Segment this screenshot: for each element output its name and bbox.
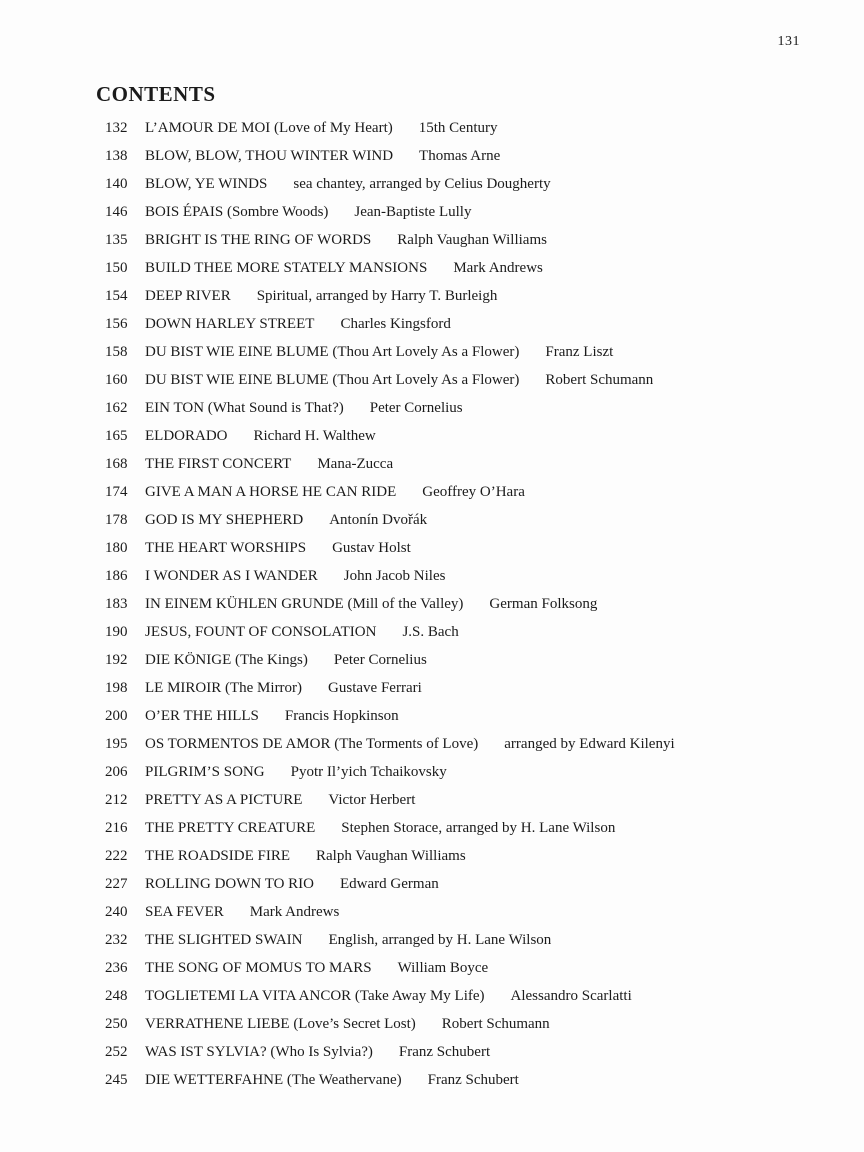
toc-entry-title: EIN TON (What Sound is That?) — [145, 400, 344, 416]
toc-entry-composer: Peter Cornelius — [333, 652, 427, 668]
toc-entry-title: GOD IS MY SHEPHERD — [145, 512, 304, 528]
toc-entry-title: WAS IST SYLVIA? (Who Is Sylvia?) — [145, 1044, 373, 1060]
toc-entry-page: 198 — [105, 680, 128, 696]
toc-entry-page: 200 — [105, 708, 128, 724]
toc-entry-page: 150 — [105, 260, 128, 276]
toc-entry-title: ROLLING DOWN TO RIO — [145, 876, 315, 892]
toc-row — [105, 198, 834, 226]
toc-entry-page: 248 — [105, 988, 128, 1004]
toc-row — [105, 282, 834, 310]
toc-entry-title: THE FIRST CONCERT — [145, 456, 292, 472]
toc-entry-title: BRIGHT IS THE RING OF WORDS — [145, 232, 372, 248]
toc-entry-page: 158 — [105, 344, 128, 360]
toc-row — [105, 1010, 834, 1038]
toc-row — [105, 618, 834, 646]
toc-entry-title: PILGRIM’S SONG — [145, 764, 265, 780]
toc-entry-page: 160 — [105, 372, 128, 388]
toc-row — [105, 954, 834, 982]
toc-row — [105, 394, 834, 422]
toc-entry-page: 195 — [105, 736, 128, 752]
toc-entry-title: DIE WETTERFAHNE (The Weathervane) — [145, 1072, 402, 1088]
toc-entry-title: DU BIST WIE EINE BLUME (Thou Art Lovely As a Flower) — [145, 344, 520, 360]
toc-entry-page: 178 — [105, 512, 128, 528]
toc-entry-page: 183 — [105, 596, 128, 612]
toc-entry-title: JESUS, FOUNT OF CONSOLATION — [145, 624, 377, 640]
toc-row — [105, 730, 834, 758]
toc-row — [105, 254, 834, 282]
toc-row — [105, 534, 834, 562]
toc-row — [105, 1038, 834, 1066]
toc-entry-page: 190 — [105, 624, 128, 640]
toc-entry-page: 252 — [105, 1044, 128, 1060]
toc-entry-composer: German Folksong — [489, 596, 598, 612]
toc-entry-title: O’ER THE HILLS — [145, 708, 259, 724]
toc-entry-page: 162 — [105, 400, 128, 416]
toc-entry-page: 146 — [105, 204, 128, 220]
toc-entry-composer: Robert Schumann — [441, 1016, 550, 1032]
toc-entry-page: 140 — [105, 176, 128, 192]
toc-entry-title: PRETTY AS A PICTURE — [145, 792, 303, 808]
toc-entry-page: 135 — [105, 232, 128, 248]
toc-entry-page: 180 — [105, 540, 128, 556]
toc-entry-composer: arranged by Edward Kilenyi — [504, 736, 675, 752]
toc-row — [105, 142, 834, 170]
toc-entry-title: L’AMOUR DE MOI (Love of My Heart) — [145, 120, 393, 136]
toc-row — [105, 366, 834, 394]
toc-row — [105, 506, 834, 534]
toc-entry-title: BLOW, YE WINDS — [145, 176, 268, 192]
toc-row — [105, 1066, 834, 1094]
toc-entry-composer: Victor Herbert — [328, 792, 416, 808]
toc-entry-title: SEA FEVER — [145, 904, 224, 920]
toc-entry-page: 232 — [105, 932, 128, 948]
toc-entry-page: 165 — [105, 428, 128, 444]
toc-entry-page: 132 — [105, 120, 128, 136]
toc-entry-composer: Robert Schumann — [545, 372, 654, 388]
toc-row — [105, 674, 834, 702]
toc-entry-title: GIVE A MAN A HORSE HE CAN RIDE — [145, 484, 397, 500]
toc-entry-title: DU BIST WIE EINE BLUME (Thou Art Lovely As a Flower) — [145, 372, 520, 388]
contents-heading: CONTENTS — [96, 82, 216, 106]
toc-entry-page: 154 — [105, 288, 128, 304]
toc-entry-composer: J.S. Bach — [402, 624, 459, 640]
toc-row — [105, 646, 834, 674]
toc-entry-title: IN EINEM KÜHLEN GRUNDE (Mill of the Valley) — [145, 596, 464, 612]
toc-entry-title: I WONDER AS I WANDER — [145, 568, 318, 584]
toc-row — [105, 786, 834, 814]
toc-entry-composer: Ralph Vaughan Williams — [397, 232, 547, 248]
toc-entry-composer: Spiritual, arranged by Harry T. Burleigh — [256, 288, 498, 304]
toc-entry-page: 138 — [105, 148, 128, 164]
toc-entry-composer: Franz Schubert — [427, 1072, 519, 1088]
toc-entry-page: 236 — [105, 960, 128, 976]
toc-row — [105, 562, 834, 590]
toc-row — [105, 758, 834, 786]
toc-entry-composer: Edward German — [340, 876, 439, 892]
toc-entry-page: 222 — [105, 848, 128, 864]
toc-entry-composer: Mana-Zucca — [317, 456, 394, 472]
toc-entry-composer: Richard H. Walthew — [253, 428, 376, 444]
page-folio: 131 — [777, 34, 800, 49]
toc-entry-composer: Mark Andrews — [453, 260, 543, 276]
toc-list — [105, 114, 834, 1094]
toc-entry-page: 216 — [105, 820, 128, 836]
toc-entry-composer: Ralph Vaughan Williams — [316, 848, 466, 864]
toc-entry-title: VERRATHENE LIEBE (Love’s Secret Lost) — [145, 1016, 416, 1032]
toc-entry-title: THE SONG OF MOMUS TO MARS — [145, 960, 372, 976]
toc-entry-title: TOGLIETEMI LA VITA ANCOR (Take Away My Life) — [145, 988, 485, 1004]
toc-entry-title: THE PRETTY CREATURE — [145, 820, 316, 836]
toc-entry-composer: Francis Hopkinson — [284, 708, 399, 724]
toc-row — [105, 814, 834, 842]
toc-row — [105, 338, 834, 366]
toc-entry-page: 174 — [105, 484, 128, 500]
toc-entry-composer: Jean-Baptiste Lully — [354, 204, 472, 220]
toc-entry-page: 186 — [105, 568, 128, 584]
toc-entry-page: 192 — [105, 652, 128, 668]
toc-entry-composer: 15th Century — [418, 120, 498, 136]
toc-entry-title: BLOW, BLOW, THOU WINTER WIND — [145, 148, 394, 164]
toc-entry-composer: Gustave Ferrari — [328, 680, 422, 696]
toc-row — [105, 898, 834, 926]
toc-entry-title: OS TORMENTOS DE AMOR (The Torments of Love) — [145, 736, 479, 752]
toc-entry-composer: William Boyce — [397, 960, 489, 976]
toc-entry-composer: Antonín Dvořák — [329, 512, 428, 528]
toc-entry-composer: Thomas Arne — [419, 148, 501, 164]
toc-entry-composer: Pyotr Il’yich Tchaikovsky — [290, 764, 447, 780]
toc-entry-title: THE ROADSIDE FIRE — [145, 848, 290, 864]
toc-entry-title: DOWN HARLEY STREET — [145, 316, 315, 332]
toc-entry-title: ELDORADO — [145, 428, 228, 444]
toc-entry-page: 168 — [105, 456, 128, 472]
toc-row — [105, 982, 834, 1010]
toc-entry-page: 212 — [105, 792, 128, 808]
toc-entry-page: 240 — [105, 904, 128, 920]
toc-row — [105, 114, 834, 142]
toc-entry-composer: Franz Liszt — [545, 344, 614, 360]
toc-row — [105, 926, 834, 954]
toc-entry-composer: English, arranged by H. Lane Wilson — [328, 932, 552, 948]
toc-entry-title: BUILD THEE MORE STATELY MANSIONS — [145, 260, 428, 276]
toc-entry-title: THE HEART WORSHIPS — [145, 540, 307, 556]
toc-entry-composer: Geoffrey O’Hara — [422, 484, 525, 500]
toc-entry-composer: Stephen Storace, arranged by H. Lane Wilson — [341, 820, 616, 836]
toc-row — [105, 310, 834, 338]
toc-entry-page: 245 — [105, 1072, 128, 1088]
toc-entry-composer: Franz Schubert — [398, 1044, 491, 1060]
toc-entry-title: LE MIROIR (The Mirror) — [145, 680, 303, 696]
toc-row — [105, 590, 834, 618]
toc-entry-composer: Charles Kingsford — [340, 316, 451, 332]
toc-row — [105, 422, 834, 450]
toc-entry-title: DIE KÖNIGE (The Kings) — [145, 652, 308, 668]
toc-row — [105, 702, 834, 730]
toc-row — [105, 226, 834, 254]
toc-entry-page: 227 — [105, 876, 128, 892]
toc-entry-composer: Alessandro Scarlatti — [510, 988, 632, 1004]
toc-row — [105, 870, 834, 898]
toc-entry-title: THE SLIGHTED SWAIN — [145, 932, 303, 948]
toc-entry-composer: sea chantey, arranged by Celius Dougherty — [293, 176, 551, 192]
toc-row — [105, 450, 834, 478]
toc-entry-title: BOIS ÉPAIS (Sombre Woods) — [145, 204, 329, 220]
toc-entry-title: DEEP RIVER — [145, 288, 231, 304]
toc-entry-page: 156 — [105, 316, 128, 332]
toc-entry-page: 206 — [105, 764, 128, 780]
toc-entry-composer: John Jacob Niles — [343, 568, 446, 584]
toc-entry-composer: Mark Andrews — [249, 904, 340, 920]
toc-row — [105, 478, 834, 506]
toc-entry-composer: Peter Cornelius — [369, 400, 463, 416]
toc-entry-composer: Gustav Holst — [332, 540, 411, 556]
toc-entry-page: 250 — [105, 1016, 128, 1032]
toc-row — [105, 170, 834, 198]
toc-row — [105, 842, 834, 870]
